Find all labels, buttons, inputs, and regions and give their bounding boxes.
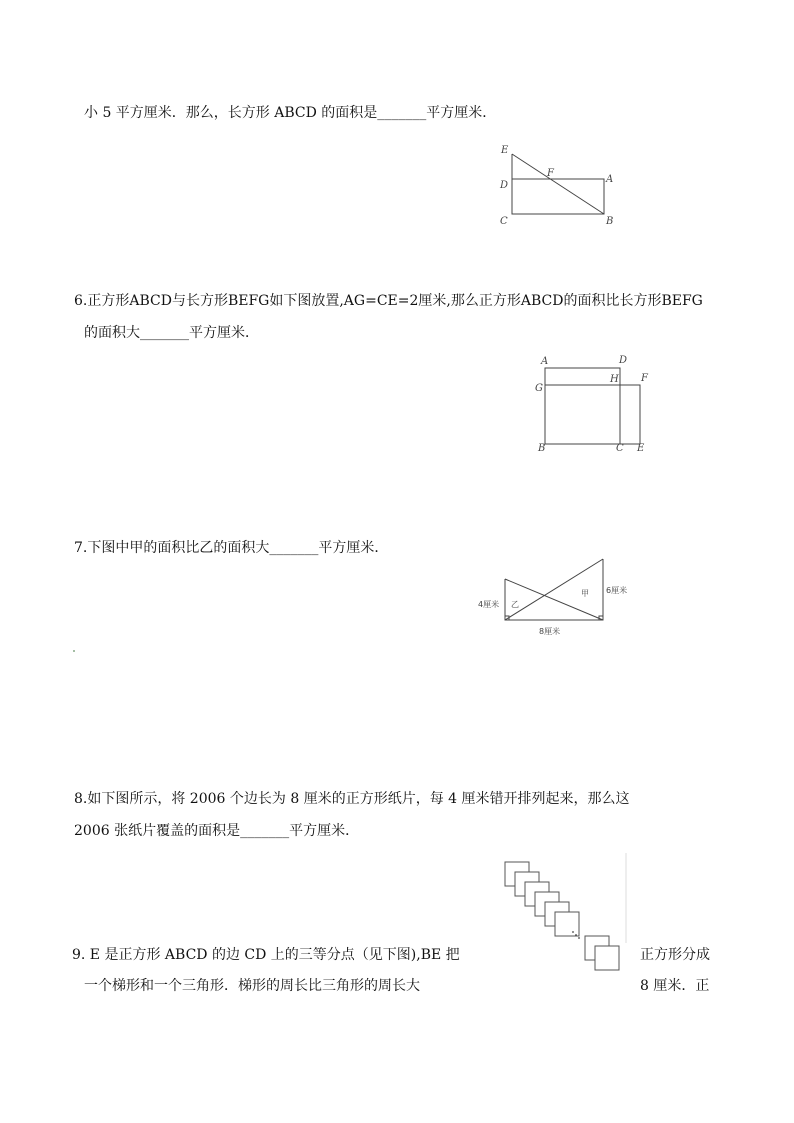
- q6-figure: [530, 350, 660, 460]
- q6-text-line1: 6.正方形ABCD与长方形BEFG如下图放置,AG=CE=2厘米,那么正方形ABCD的面积比长方形BEFG: [74, 293, 703, 309]
- q8-figure: [495, 848, 635, 978]
- q6-square-abcd: [545, 368, 620, 444]
- q7-label-4cm: 4厘米: [478, 600, 500, 609]
- q6-rectangle-befg: [545, 385, 640, 444]
- q6-text-line2: 的面积大_______平方厘米．: [84, 325, 259, 341]
- q7-diag-down: [505, 579, 603, 620]
- q5-label-c: C: [500, 216, 508, 227]
- q7-label-yi: 乙: [511, 600, 519, 609]
- q8-ellipsis-dot: [575, 934, 577, 936]
- q5-figure: [490, 140, 620, 235]
- q8-text-line2: 2006 张纸片覆盖的面积是_______平方厘米．: [74, 823, 360, 839]
- q8-ellipsis-dot: [578, 937, 580, 939]
- q7-label-8cm: 8厘米: [539, 627, 561, 636]
- q6-label-f: F: [641, 373, 648, 384]
- q7-text-line1: 7.下图中甲的面积比乙的面积大_______平方厘米．: [74, 540, 389, 556]
- q8-ellipsis-dot: [572, 931, 574, 933]
- q5-label-f: F: [547, 168, 554, 179]
- q8-paper-square: [555, 912, 579, 936]
- q6-label-b: B: [538, 443, 546, 454]
- q6-label-a: A: [541, 356, 549, 367]
- q5-label-e: E: [501, 145, 509, 156]
- q7-label-jia: 甲: [581, 589, 589, 598]
- q5-label-d: D: [500, 180, 509, 191]
- q5-line-eb: [512, 154, 604, 214]
- q5-label-a: A: [606, 174, 614, 185]
- q6-label-g: G: [535, 383, 543, 394]
- q8-paper-square: [595, 946, 619, 970]
- q6-label-h: H: [610, 374, 619, 385]
- q9-text-line2-right: 8 厘米．正: [640, 978, 710, 994]
- q6-label-c: C: [616, 443, 624, 454]
- q9-text-line1-left: 9. E 是正方形 ABCD 的边 CD 上的三等分点（见下图),BE 把: [72, 947, 460, 963]
- stray-dot: [73, 650, 75, 652]
- q5-label-b: B: [606, 216, 614, 227]
- q9-text-line2-left: 一个梯形和一个三角形．梯形的周长比三角形的周长大: [84, 978, 420, 994]
- q5-text-line1: 小 5 平方厘米．那么，长方形 ABCD 的面积是_______平方厘米．: [84, 105, 497, 121]
- q9-text-line1-right: 正方形分成: [640, 947, 710, 963]
- q6-label-e: E: [637, 443, 645, 454]
- q6-label-d: D: [619, 355, 628, 366]
- q8-text-line1: 8.如下图所示，将 2006 个边长为 8 厘米的正方形纸片，每 4 厘米错开排列起来，那么这: [74, 791, 630, 807]
- q7-figure: [475, 553, 635, 641]
- q7-label-6cm: 6厘米: [606, 586, 628, 595]
